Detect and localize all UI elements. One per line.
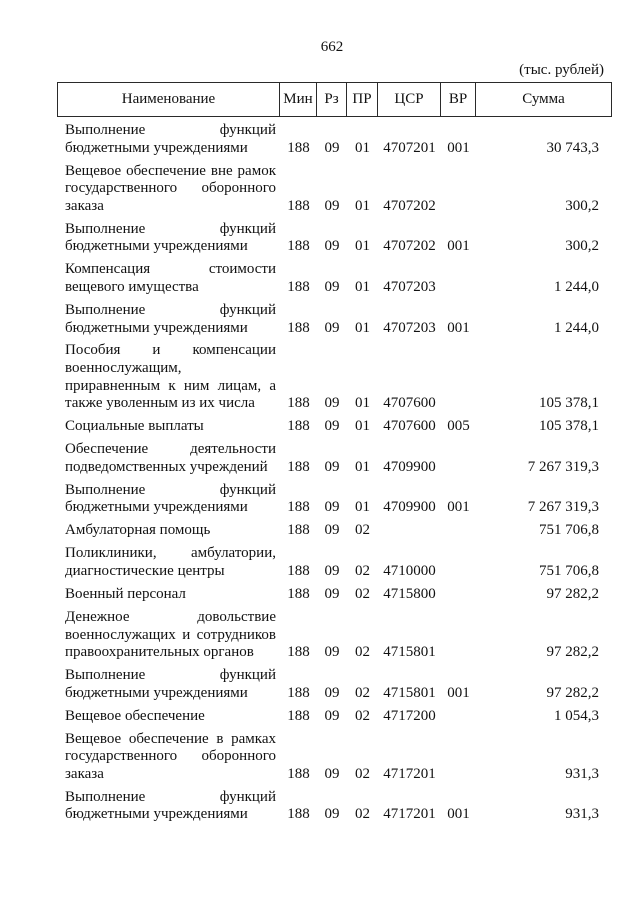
table-row [57,789,612,824]
pr-cell: 01 [355,319,370,336]
name-cell [57,708,280,726]
header-min: Мин [280,83,317,116]
pr-cell: 01 [355,418,370,435]
name-line: государственного оборонного [65,180,276,197]
header-sum: Сумма [522,91,565,107]
name-cell [57,418,280,436]
table-header [57,82,612,117]
vr-cell: 001 [447,499,470,516]
name-line: Амбулаторная помощь [65,522,211,539]
name-line: приравненным к ним лицам, а [65,377,276,394]
csr-cell: 4717201 [383,765,436,782]
table-row [57,441,612,476]
min-cell: 188 [287,418,310,435]
vr-cell: 001 [447,238,470,255]
vr-cell [441,459,476,477]
min-cell: 188 [287,806,310,823]
name-line: Выполнение функций [65,301,276,318]
name-cell [57,482,280,517]
min-cell: 188 [287,585,310,602]
rz-cell: 09 [324,562,340,579]
name-line: Вещевое обеспечение [65,707,205,724]
vr-cell: 001 [447,319,470,336]
min-cell: 188 [287,707,310,724]
table-row [57,586,612,604]
name-cell [57,586,280,604]
name-line: Выполнение функций [65,122,276,138]
name-line: Обеспечение деятельности [65,441,276,458]
csr-cell: 4710000 [383,562,436,579]
table-row [57,122,612,157]
sum-cell: 97 282,2 [546,684,599,701]
vr-cell: 001 [447,806,470,823]
name-cell [57,302,280,337]
csr-cell: 4707600 [383,395,436,412]
name-cell [57,667,280,702]
rz-cell: 09 [324,197,340,214]
name-cell [57,261,280,296]
name-cell [57,221,280,256]
min-cell: 188 [287,684,310,701]
name-cell [57,441,280,476]
sum-cell: 931,3 [565,806,599,823]
rz-cell: 09 [324,458,340,475]
table-row [57,545,612,580]
rz-cell: 09 [324,499,340,516]
header-rz: Рз [317,83,347,116]
name-line: правоохранительных органов [65,644,254,661]
pr-cell: 01 [355,197,370,214]
name-line: бюджетными учреждениями [65,499,248,516]
table-body [57,117,612,824]
name-cell [57,789,280,824]
name-line: Выполнение функций [65,667,276,684]
table-row [57,667,612,702]
min-cell: 188 [287,644,310,661]
rz-cell: 09 [324,319,340,336]
sum-cell: 105 378,1 [539,418,599,435]
pr-cell: 02 [355,644,370,661]
name-line: Денежное довольствие [65,608,276,625]
name-line: Выполнение функций [65,220,276,237]
csr-cell: 4707202 [383,238,436,255]
name-line: также уволенным из их числа [65,395,255,412]
sum-cell: 300,2 [565,238,599,255]
name-cell [57,163,280,216]
min-cell: 188 [287,238,310,255]
sum-cell: 300,2 [565,197,599,214]
vr-cell [441,279,476,297]
min-cell: 188 [287,139,310,156]
name-line: Поликлиники, амбулатории, [65,545,276,562]
name-line: бюджетными учреждениями [65,319,248,336]
name-line: Вещевое обеспечение вне рамок [65,162,276,179]
name-line: заказа [65,765,104,782]
pr-cell: 02 [355,522,370,539]
name-cell [57,609,280,662]
sum-cell: 931,3 [565,765,599,782]
name-line: вещевого имущества [65,278,199,295]
pr-cell: 02 [355,707,370,724]
name-line: Социальные выплаты [65,418,204,435]
min-cell: 188 [287,562,310,579]
sum-cell: 30 743,3 [546,139,599,156]
vr-cell [441,586,476,604]
table-row [57,522,612,540]
table-row [57,261,612,296]
name-cell [57,731,280,784]
name-line: Военный персонал [65,585,186,602]
sum-cell: 97 282,2 [546,585,599,602]
name-line: военнослужащим, [65,360,182,377]
pr-cell: 02 [355,562,370,579]
rz-cell: 09 [324,522,340,539]
min-cell: 188 [287,278,310,295]
header-name: Наименование [58,83,280,116]
sum-cell: 1 244,0 [554,278,599,295]
table-row [57,731,612,784]
rz-cell: 09 [324,238,340,255]
sum-cell: 97 282,2 [546,644,599,661]
pr-cell: 01 [355,238,370,255]
sum-cell: 7 267 319,3 [527,499,599,516]
csr-cell [378,522,441,540]
min-cell: 188 [287,522,310,539]
min-cell: 188 [287,458,310,475]
budget-table [57,82,612,829]
csr-cell: 4707600 [383,418,436,435]
name-cell [57,122,280,157]
rz-cell: 09 [324,684,340,701]
name-line: Выполнение функций [65,788,276,805]
csr-cell: 4709900 [383,499,436,516]
name-line: Выполнение функций [65,481,276,498]
table-row [57,482,612,517]
vr-cell [441,563,476,581]
pr-cell: 02 [355,806,370,823]
rz-cell: 09 [324,139,340,156]
rz-cell: 09 [324,585,340,602]
min-cell: 188 [287,197,310,214]
csr-cell: 4715800 [383,585,436,602]
min-cell: 188 [287,765,310,782]
table-row [57,418,612,436]
name-cell [57,522,280,540]
min-cell: 188 [287,395,310,412]
name-line: военнослужащих и сотрудников [65,626,276,643]
rz-cell: 09 [324,765,340,782]
name-line: бюджетными учреждениями [65,238,248,255]
csr-cell: 4715801 [383,684,436,701]
name-line: Пособия и компенсации [65,342,276,359]
name-line: Компенсация стоимости [65,261,276,278]
vr-cell [441,644,476,662]
name-line: бюджетными учреждениями [65,684,248,701]
csr-cell: 4717201 [383,806,436,823]
table-row [57,342,612,412]
vr-cell [441,766,476,784]
sum-cell: 7 267 319,3 [527,458,599,475]
rz-cell: 09 [324,395,340,412]
name-line: государственного оборонного [65,748,276,765]
header-pr: ПР [347,83,378,116]
pr-cell: 01 [355,395,370,412]
name-line: Вещевое обеспечение в рамках [65,730,276,747]
vr-cell [441,522,476,540]
units-label: (тыс. рублей) [519,62,604,78]
vr-cell [441,198,476,216]
pr-cell: 02 [355,765,370,782]
name-line: подведомственных учреждений [65,458,268,475]
name-line: бюджетными учреждениями [65,806,248,823]
header-csr: ЦСР [378,83,441,116]
pr-cell: 02 [355,684,370,701]
min-cell: 188 [287,499,310,516]
csr-cell: 4715801 [383,644,436,661]
csr-cell: 4709900 [383,458,436,475]
sum-cell: 105 378,1 [539,395,599,412]
vr-cell: 001 [447,139,470,156]
pr-cell: 01 [355,499,370,516]
table-row [57,609,612,662]
sum-cell: 1 244,0 [554,319,599,336]
vr-cell [441,395,476,413]
rz-cell: 09 [324,806,340,823]
name-cell [57,545,280,580]
csr-cell: 4707203 [383,319,436,336]
table-row [57,221,612,256]
name-line: диагностические центры [65,562,225,579]
table-row [57,708,612,726]
rz-cell: 09 [324,707,340,724]
rz-cell: 09 [324,418,340,435]
pr-cell: 02 [355,585,370,602]
rz-cell: 09 [324,278,340,295]
sum-cell: 751 706,8 [539,562,599,579]
rz-cell: 09 [324,644,340,661]
vr-cell: 005 [447,418,470,435]
csr-cell: 4707201 [383,139,436,156]
vr-cell [441,708,476,726]
csr-cell: 4707202 [383,197,436,214]
csr-cell: 4707203 [383,278,436,295]
table-row [57,163,612,216]
name-line: бюджетными учреждениями [65,139,248,156]
table-row [57,302,612,337]
pr-cell: 01 [355,458,370,475]
sum-cell: 1 054,3 [554,707,599,724]
name-line: заказа [65,197,104,214]
csr-cell: 4717200 [383,707,436,724]
header-vr: ВР [441,83,476,116]
page-number: 662 [320,39,344,55]
vr-cell: 001 [447,684,470,701]
pr-cell: 01 [355,139,370,156]
name-cell [57,342,280,412]
min-cell: 188 [287,319,310,336]
pr-cell: 01 [355,278,370,295]
sum-cell: 751 706,8 [539,522,599,539]
